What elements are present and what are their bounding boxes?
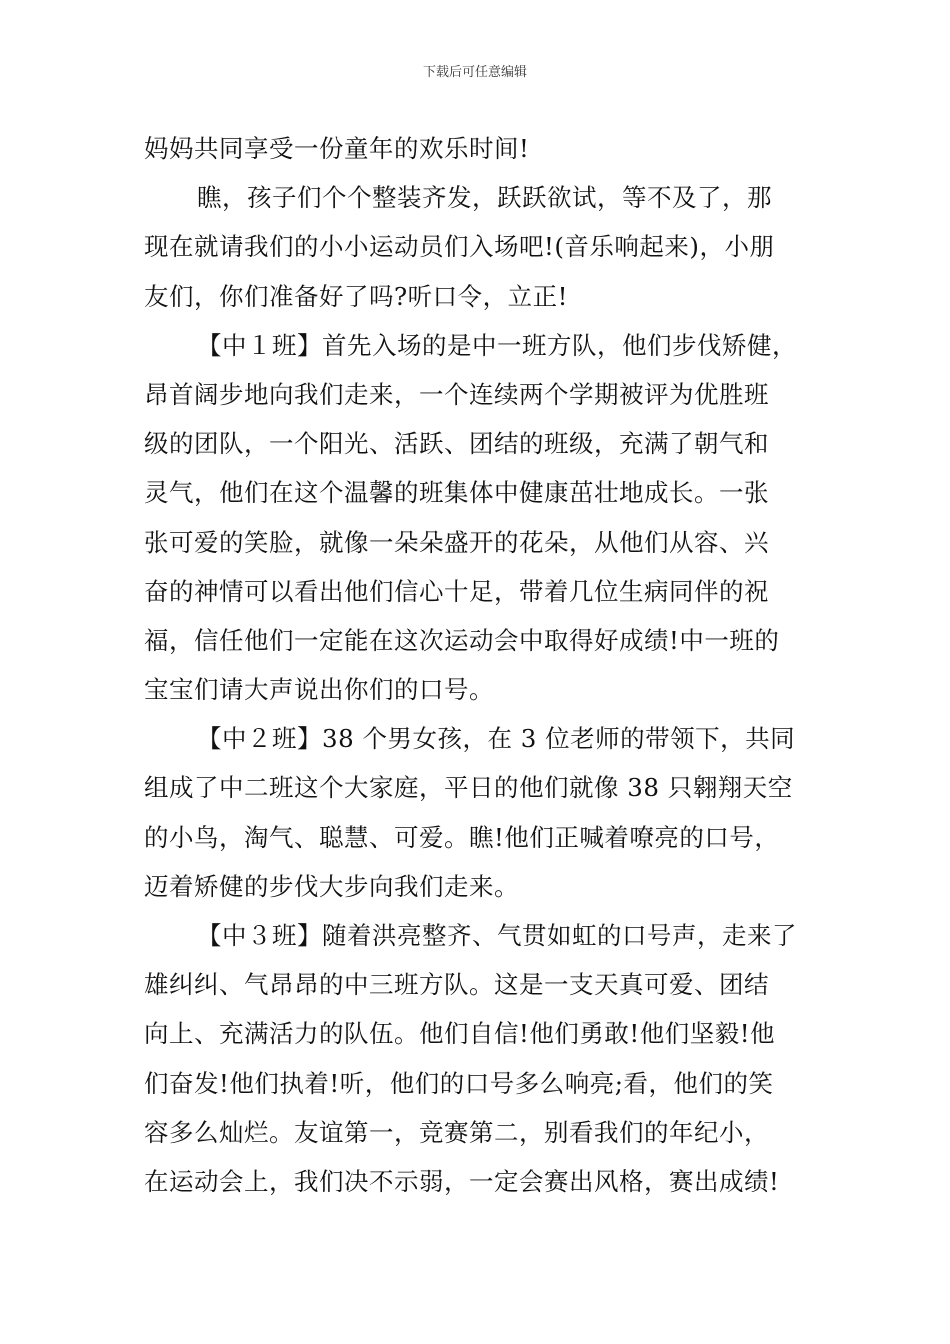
text-line: 宝宝们请大声说出你们的口号。 [144, 675, 494, 705]
paragraph-first-line: 【中３班】随着洪亮整齐、气贯如虹的口号声，走来了 [197, 921, 797, 950]
text-line: 灵气，他们在这个温馨的班集体中健康茁壮地成长。一张 [144, 478, 769, 508]
paragraph-first-line: 瞧，孩子们个个整装齐发，跃跃欲试，等不及了，那 [197, 183, 772, 213]
text-line: 雄纠纠、气昂昂的中三班方队。这是一支天真可爱、团结 [144, 970, 769, 1000]
text-line: 迈着矫健的步伐大步向我们走来。 [144, 871, 519, 901]
text-line: 组成了中二班这个大家庭，平日的他们就像 38 只翱翔天空 [144, 773, 793, 803]
text-line: 友们，你们准备好了吗?听口令，立正! [144, 281, 568, 311]
text-line: 在运动会上，我们决不示弱，一定会赛出风格，赛出成绩! [144, 1166, 780, 1196]
text-line: 福，信任他们一定能在这次运动会中取得好成绩!中一班的 [144, 625, 780, 655]
paragraph-first-line: 【中１班】首先入场的是中一班方队，他们步伐矫健， [197, 330, 797, 360]
text-line: 奋的神情可以看出他们信心十足，带着几位生病同伴的祝 [144, 576, 769, 606]
page-header: 下载后可任意编辑 [422, 65, 527, 80]
paragraph-first-line: 【中２班】38 个男女孩，在 3 位老师的带领下，共同 [197, 724, 796, 754]
text-line: 妈妈共同享受一份童年的欢乐时间! [144, 134, 530, 163]
text-line: 容多么灿烂。友谊第一，竞赛第二，别看我们的年纪小， [144, 1117, 769, 1147]
text-line: 张可爱的笑脸，就像一朵朵盛开的花朵，从他们从容、兴 [144, 527, 769, 557]
text-line: 向上、充满活力的队伍。他们自信!他们勇敢!他们坚毅!他 [144, 1019, 776, 1049]
document-body [144, 124, 814, 1206]
text-line: 昂首阔步地向我们走来，一个连续两个学期被评为优胜班 [144, 379, 769, 409]
text-line: 的小鸟，淘气、聪慧、可爱。瞧!他们正喊着嘹亮的口号， [144, 822, 780, 852]
text-line: 现在就请我们的小小运动员们入场吧!(音乐响起来)，小朋 [144, 232, 775, 262]
text-line: 们奋发!他们执着!听，他们的口号多么响亮;看，他们的笑 [144, 1068, 774, 1098]
text-line: 级的团队，一个阳光、活跃、团结的班级，充满了朝气和 [144, 429, 769, 459]
